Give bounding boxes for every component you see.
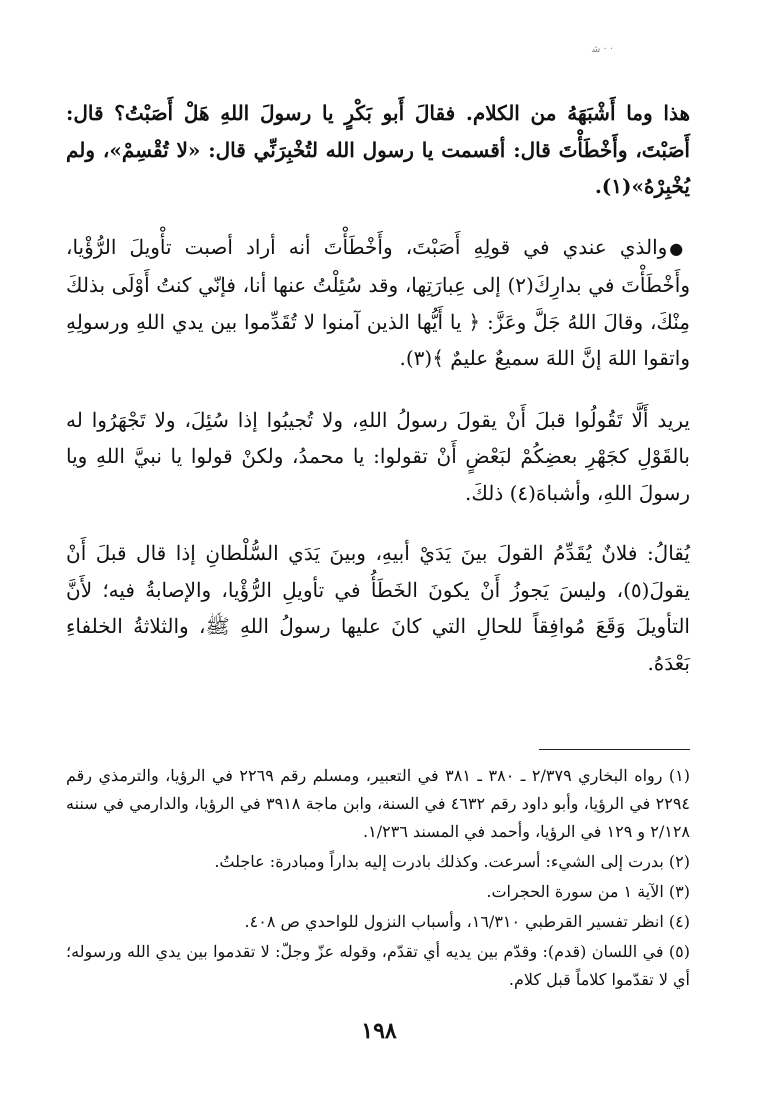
footnote-1: (١) رواه البخاري ٢/٣٧٩ ـ ٣٨٠ ـ ٣٨١ في التعبير، ومسلم رقم ٢٢٦٩ في الرؤيا، والترمذي رقم ٢٢٩٤ في الرؤيا، وأبو داود رقم ٤٦٣٢ في السنة، وابن ماجة ٣٩١٨ في الرؤيا، والدارمي في سننه ٢/١٢٨ و ١٢٩ في الرؤيا، وأحمد في المسند ١/٢٣٦. xyxy=(66,766,691,841)
corner-mark: ﺷ · · xyxy=(592,44,614,55)
footnote-divider xyxy=(539,749,690,750)
paragraph-1: هذا وما أَشْبَهَهُ من الكلام. فقالَ أَبو بَكْرٍ يا رسولَ اللهِ هَلْ أَصَبْتُ؟ قال: أَصَبْتَ، وأَخْطَأْتَ قال: أقسمت يا رسول الله لتُخْبِرَنِّي قال: «لا تُقْسِمْ»، ولم يُخْبِرْهُ»(١). xyxy=(66,101,690,198)
paragraph-2 xyxy=(66,229,690,377)
footnote-2: (٢) بدرت إلى الشيء: أسرعت. وكذلك بادرت إليه بداراً ومبادرة: عاجلتُ. xyxy=(214,852,690,871)
main-text xyxy=(66,95,690,681)
paragraph-3: يريد أَلَّا تَقُولُوا قبلَ أَنْ يقولَ رسولُ اللهِ، ولا تُجيبُوا إذا سُئِلَ، ولا تَجْهَرُوا له بالقَوْلِ كجَهْرِ بعضِكُمْ لبَعْضٍ أَنْ تقولوا: يا محمدُ، ولكنْ قولوا يا نبيَّ اللهِ ويا رسولَ اللهِ، وأشباهَ(٤) ذلكَ. xyxy=(66,407,690,505)
paragraph-4: يُقالُ: فلانٌ يُقَدِّمُ القولَ بينَ يَدَيْ أبيهِ، وبينَ يَدَي السُّلْطانِ إذا قال قبلَ أَنْ يقولَ(٥)، وليسَ يَجوزُ أَنْ يكونَ الخَطَأُ في تأويلِ الرُّؤْيا، والإصابةُ فيه؛ لأَنَّ التأويلَ وَقَعَ مُوافِقاً للحالِ التي كانَ عليها رسولُ اللهِ ﷺ، والثلاثةُ الخلفاءِ بَعْدَهُ. xyxy=(66,541,690,675)
bullet-icon: ● xyxy=(669,238,690,258)
footnotes xyxy=(66,762,690,994)
footnote-5: (٥) في اللسان (قدم): وقدّم بين يديه أي تقدّم، وقوله عزّ وجلّ: لا تقدموا بين يدي الله ورسوله؛ أي لا تقدّموا كلاماً قبل كلام. xyxy=(66,942,690,989)
footnote-3: (٣) الآية ١ من سورة الحجرات. xyxy=(486,882,690,901)
paragraph-2-text: والذي عندي في قولِهِ أَصَبْتَ، وأَخْطَأْتَ أنه أراد أصبت تأْويلَ الرُّؤْيا، وأَخْطَأْتَ في بدارِكَ(٢) إلى عِبارَتِها، وقد سُئِلْتُ عنها أنا، فإنّي كنتُ أَوْلَى بذلكَ مِنْكَ، وقالَ اللهُ جَلَّ وعَزَّ: ﴿ يا أَيُّها الذين آمنوا لا تُقَدِّموا بين يدي اللهِ ورسولِهِ واتقوا اللهَ إنَّ اللهَ سميعٌ عليمٌ ﴾(٣). xyxy=(66,234,691,370)
footnote-4: (٤) انظر تفسير القرطبي ١٦/٣١٠، وأسباب النزول للواحدي ص ٤٠٨. xyxy=(244,912,690,931)
page-number: ١٩٨ xyxy=(361,1018,397,1044)
